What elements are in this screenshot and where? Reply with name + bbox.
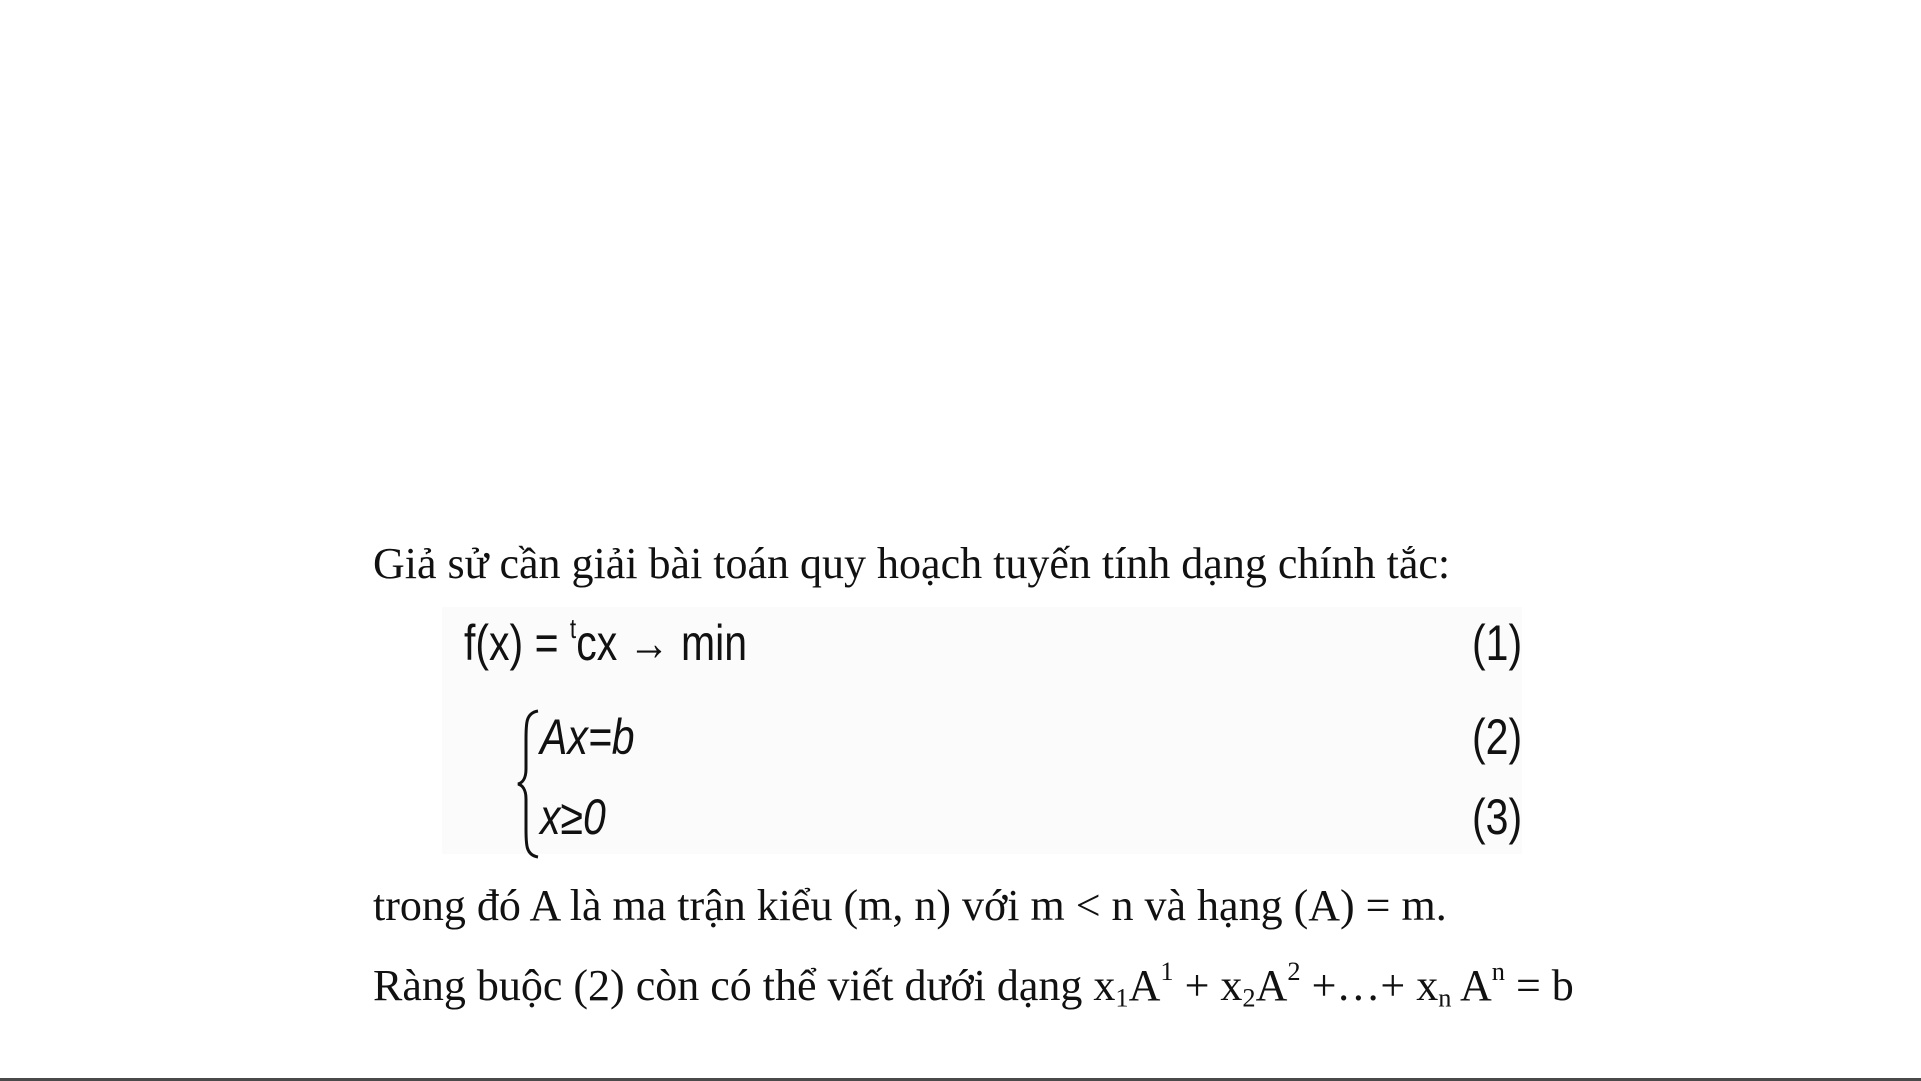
constraint-equality: Ax=b bbox=[540, 709, 635, 765]
term-1-sub: 1 bbox=[1115, 982, 1129, 1013]
ellipsis-sum: +…+ bbox=[1300, 961, 1417, 1010]
rewrite-lead: Ràng buộc (2) còn có thể viết dưới dạng bbox=[373, 961, 1094, 1010]
term-2-sub: 2 bbox=[1242, 982, 1256, 1013]
equation-block bbox=[442, 607, 1522, 854]
equation-number-1: (1) bbox=[1471, 615, 1522, 671]
term-1-matrix: A bbox=[1128, 961, 1161, 1010]
plus-sign: + bbox=[1173, 961, 1221, 1010]
equation-number-2: (2) bbox=[1471, 709, 1522, 765]
constraint-rewrite-paragraph bbox=[373, 956, 1574, 1013]
term-2-matrix: A bbox=[1255, 961, 1288, 1010]
intro-paragraph: Giả sử cần giải bài toán quy hoạch tuyến tính dạng chính tắc: bbox=[373, 539, 1451, 588]
objective-function bbox=[464, 613, 747, 673]
objective-rhs: cx → min bbox=[576, 615, 748, 671]
left-brace-icon bbox=[516, 709, 540, 859]
transpose-superscript: t bbox=[569, 613, 577, 644]
matrix-description: trong đó A là ma trận kiểu (m, n) với m < n và hạng (A) = m. bbox=[373, 881, 1447, 930]
term-2-var: x bbox=[1220, 961, 1243, 1010]
constraint-nonnegativity: x≥0 bbox=[540, 789, 606, 845]
objective-lhs: f(x) = bbox=[464, 615, 570, 671]
term-n-sup: n bbox=[1491, 956, 1505, 987]
term-n-sub: n bbox=[1438, 982, 1452, 1013]
term-1-var: x bbox=[1093, 961, 1116, 1010]
term-n-var: x bbox=[1416, 961, 1439, 1010]
term-2-sup: 2 bbox=[1287, 956, 1301, 987]
term-1-sup: 1 bbox=[1160, 956, 1174, 987]
term-n-matrix: A bbox=[1451, 961, 1492, 1010]
rewrite-tail: = b bbox=[1504, 961, 1574, 1010]
equation-number-3: (3) bbox=[1471, 789, 1522, 845]
